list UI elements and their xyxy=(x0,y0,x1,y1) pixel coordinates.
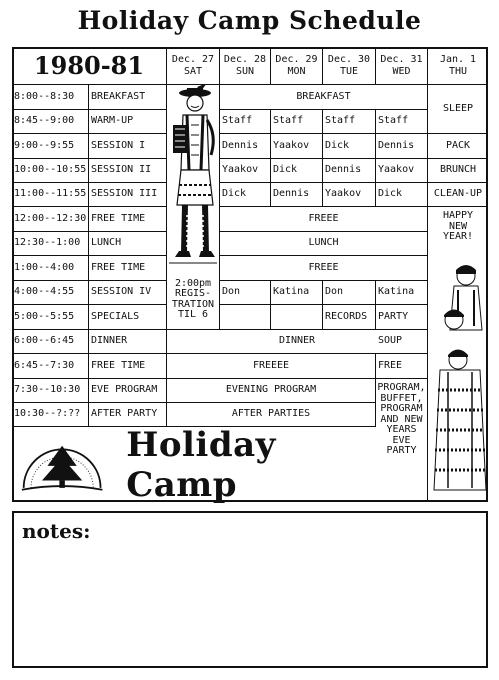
party-cell: PARTY xyxy=(376,305,428,330)
free-time-span: FREEE xyxy=(220,207,428,232)
empty-cell xyxy=(271,305,323,330)
pine-tree-logo xyxy=(20,434,104,496)
time-cell: 6:00--6:45 xyxy=(12,330,89,354)
activity-cell: BREAKFAST xyxy=(89,85,167,110)
registration-note: 2:00pm REGIS-TRATION TIL 6 xyxy=(167,270,220,330)
leader-cell: Dick xyxy=(271,159,323,183)
page-title: Holiday Camp Schedule xyxy=(77,6,422,35)
jan-brunch: BRUNCH xyxy=(428,159,488,183)
leader-cell: Yaakov xyxy=(323,183,376,207)
time-cell: 11:00--11:55 xyxy=(12,183,89,207)
activity-cell: FREE TIME xyxy=(89,207,167,232)
jan-pack: PACK xyxy=(428,134,488,159)
leader-cell: Staff xyxy=(220,110,271,134)
time-cell: 10:30--?:?? xyxy=(12,403,89,427)
activity-cell: LUNCH xyxy=(89,232,167,256)
leader-cell: Don xyxy=(220,281,271,305)
free-time-span: FREEEE xyxy=(167,354,376,379)
activity-cell: SESSION II xyxy=(89,159,167,183)
activity-cell: AFTER PARTY xyxy=(89,403,167,427)
leader-cell: Yaakov xyxy=(376,159,428,183)
leader-cell: Dennis xyxy=(323,159,376,183)
leader-cell: Dick xyxy=(220,183,271,207)
free-time-span: FREEE xyxy=(220,256,428,281)
leader-cell: Yaakov xyxy=(220,159,271,183)
jan-cleanup: CLEAN-UP xyxy=(428,183,488,207)
leader-cell: Staff xyxy=(323,110,376,134)
time-cell: 9:00--9:55 xyxy=(12,134,89,159)
activity-cell: FREE TIME xyxy=(89,256,167,281)
breakfast-span: BREAKFAST xyxy=(220,85,428,110)
after-parties-span: AFTER PARTIES xyxy=(167,403,376,427)
dancer-illustration-cell xyxy=(167,85,220,270)
time-cell: 5:00--5:55 xyxy=(12,305,89,330)
activity-cell: WARM-UP xyxy=(89,110,167,134)
time-cell: 12:00--12:30 xyxy=(12,207,89,232)
free-cell: FREE xyxy=(376,354,428,379)
dinner-span: DINNER xyxy=(167,330,428,354)
leader-cell: Don xyxy=(323,281,376,305)
leader-cell: Katina xyxy=(376,281,428,305)
new-years-program-cell: PROGRAM, BUFFET, PROGRAM AND NEW YEARS EVE PARTY xyxy=(376,379,428,502)
activity-cell: DINNER xyxy=(89,330,167,354)
lunch-span: LUNCH xyxy=(220,232,428,256)
activity-cell: SPECIALS xyxy=(89,305,167,330)
leader-cell: Dennis xyxy=(376,134,428,159)
leader-cell: Staff xyxy=(271,110,323,134)
leader-cell: Dennis xyxy=(271,183,323,207)
leader-cell: Dick xyxy=(376,183,428,207)
jan-happy-new-year: HAPPY NEW YEAR! xyxy=(442,210,474,242)
time-cell: 8:45--9:00 xyxy=(12,110,89,134)
time-cell: 7:30--10:30 xyxy=(12,379,89,403)
evening-program-span: EVENING PROGRAM xyxy=(167,379,376,403)
day-header-thu: Jan. 1 THU xyxy=(428,47,488,85)
leader-cell: Dick xyxy=(323,134,376,159)
time-cell: 8:00--8:30 xyxy=(12,85,89,110)
time-cell: 1:00--4:00 xyxy=(12,256,89,281)
day-header-tue: Dec. 30 TUE xyxy=(323,47,376,85)
activity-cell: EVE PROGRAM xyxy=(89,379,167,403)
leader-cell: Dennis xyxy=(220,134,271,159)
activity-cell: SESSION III xyxy=(89,183,167,207)
time-cell: 10:00--10:55 xyxy=(12,159,89,183)
soup-cell: SOUP xyxy=(376,330,428,354)
time-cell: 4:00--4:55 xyxy=(12,281,89,305)
day-header-sat: Dec. 27 SAT xyxy=(167,47,220,85)
activity-cell: SESSION IV xyxy=(89,281,167,305)
leader-cell: Yaakov xyxy=(271,134,323,159)
logo-text: Holiday Camp xyxy=(126,424,276,505)
folk-dancers-illustration xyxy=(428,260,488,500)
year-label: 1980-81 xyxy=(12,47,167,85)
leader-cell: Katina xyxy=(271,281,323,305)
activity-cell: SESSION I xyxy=(89,134,167,159)
leader-cell: Staff xyxy=(376,110,428,134)
notes-label: notes: xyxy=(22,519,91,543)
notes-area[interactable] xyxy=(12,511,488,668)
records-cell: RECORDS xyxy=(323,305,376,330)
day-header-wed: Dec. 31 WED xyxy=(376,47,428,85)
empty-cell xyxy=(220,305,271,330)
day-header-sun: Dec. 28 SUN xyxy=(220,47,271,85)
day-header-mon: Dec. 29 MON xyxy=(271,47,323,85)
time-cell: 6:45--7:30 xyxy=(12,354,89,379)
jan-sleep: SLEEP xyxy=(428,85,488,134)
logo-area xyxy=(12,424,376,505)
time-cell: 12:30--1:00 xyxy=(12,232,89,256)
folk-dancer-illustration xyxy=(167,85,219,269)
activity-cell: FREE TIME xyxy=(89,354,167,379)
